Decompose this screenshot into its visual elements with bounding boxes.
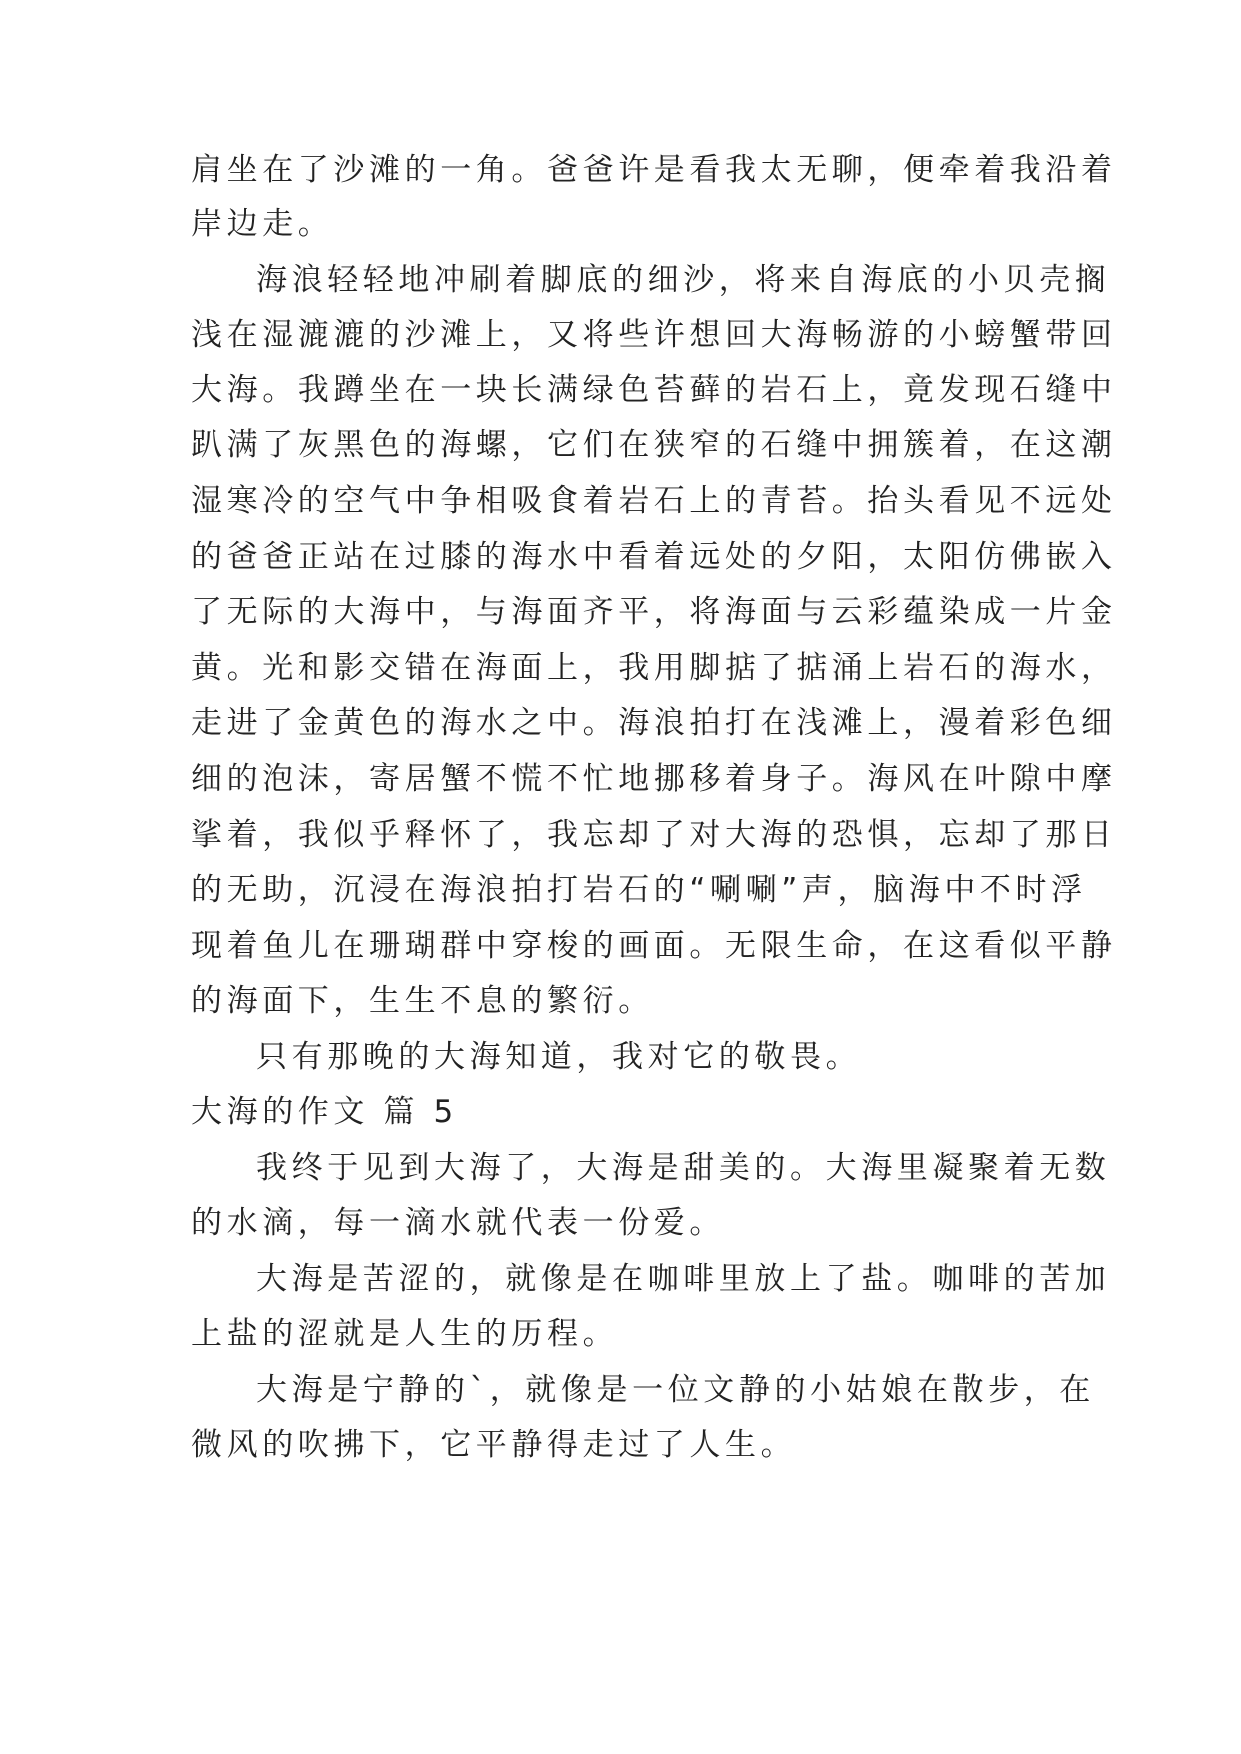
text-line: 的海面下，生生不息的繁衍。 (191, 983, 654, 1019)
text-line: 挲着，我似乎释怀了，我忘却了对大海的恐惧，忘却了那日 (191, 817, 1117, 853)
text-line: 肩坐在了沙滩的一角。爸爸许是看我太无聊，便牵着我沿着 (191, 152, 1117, 188)
text-line: 的无助，沉浸在海浪拍打岩石的“唰唰”声，脑海中不时浮 (191, 872, 1087, 908)
text-line: 岸边走。 (191, 206, 334, 242)
text-line: 的爸爸正站在过膝的海水中看着远处的夕阳，太阳仿佛嵌入 (191, 539, 1117, 575)
text-line: 湿寒冷的空气中争相吸食着岩石上的青苔。抬头看见不远处 (191, 483, 1117, 519)
text-line: 了无际的大海中，与海面齐平，将海面与云彩蕴染成一片金 (191, 594, 1117, 630)
text-line: 黄。光和影交错在海面上，我用脚掂了掂涌上岩石的海水， (191, 650, 1117, 686)
paragraph-first-line: 大海是宁静的`，就像是一位文静的小姑娘在散步，在 (256, 1372, 1095, 1408)
text-line: 现着鱼儿在珊瑚群中穿梭的画面。无限生命，在这看似平静 (191, 928, 1117, 964)
text-line: 上盐的涩就是人生的历程。 (191, 1316, 619, 1352)
section-heading: 大海的作文 篇 5 (191, 1094, 458, 1130)
text-line: 浅在湿漉漉的沙滩上，又将些许想回大海畅游的小螃蟹带回 (191, 317, 1117, 353)
text-line: 趴满了灰黑色的海螺，它们在狭窄的石缝中拥簇着，在这潮 (191, 427, 1117, 463)
text-line: 大海。我蹲坐在一块长满绿色苔藓的岩石上，竟发现石缝中 (191, 372, 1117, 408)
text-line: 走进了金黄色的海水之中。海浪拍打在浅滩上，漫着彩色细 (191, 705, 1117, 741)
paragraph-first-line: 我终于见到大海了，大海是甜美的。大海里凝聚着无数 (256, 1150, 1111, 1186)
text-line: 的水滴，每一滴水就代表一份爱。 (191, 1205, 725, 1241)
text-line: 微风的吹拂下，它平静得走过了人生。 (191, 1427, 797, 1463)
text-line: 细的泡沫，寄居蟹不慌不忙地挪移着身子。海风在叶隙中摩 (191, 761, 1117, 797)
paragraph-first-line: 只有那晚的大海知道，我对它的敬畏。 (256, 1039, 862, 1075)
paragraph-first-line: 大海是苦涩的，就像是在咖啡里放上了盐。咖啡的苦加 (256, 1261, 1111, 1297)
paragraph-first-line: 海浪轻轻地冲刷着脚底的细沙，将来自海底的小贝壳搁 (256, 262, 1111, 298)
